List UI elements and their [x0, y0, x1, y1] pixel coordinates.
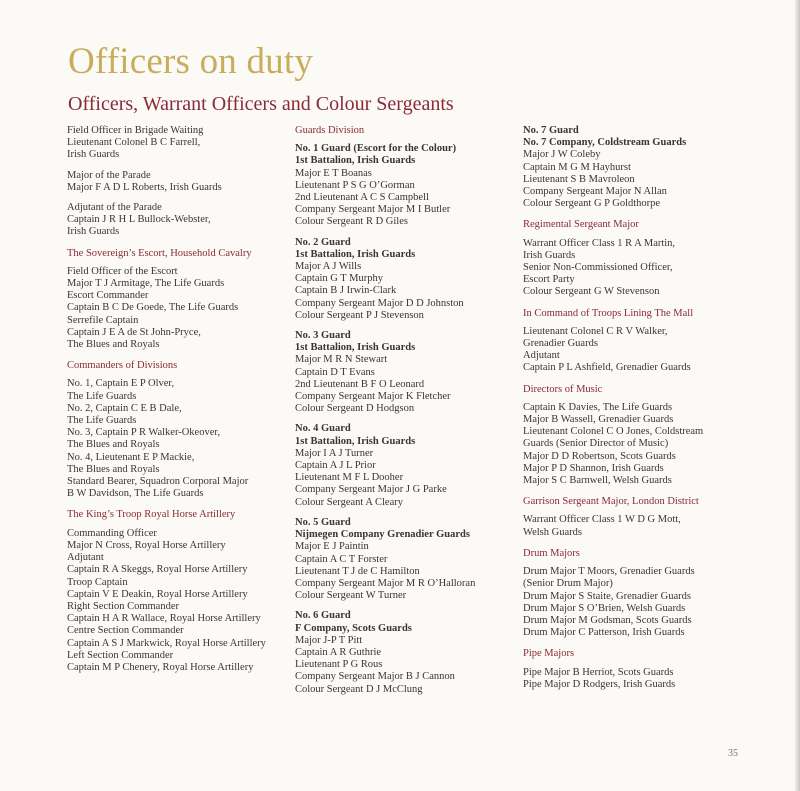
text-line: Company Sergeant Major M I Butler	[295, 204, 451, 216]
text-line: Drum Major S O’Brien, Welsh Guards	[523, 602, 686, 614]
text-line: Drum Major S Staite, Grenadier Guards	[523, 590, 691, 602]
text-line: Major T J Armitage, The Life Guards	[67, 278, 225, 290]
text-line: Captain M G M Hayhurst	[523, 161, 631, 173]
text-line: Major E J Paintin	[295, 541, 369, 553]
text-line: Major M R N Stewart	[295, 354, 388, 366]
text-line: Colour Sergeant A Cleary	[295, 496, 403, 508]
page-subtitle: Officers, Warrant Officers and Colour Sergeants	[68, 93, 454, 115]
text-line: Lieutenant S B Mavroleon	[523, 173, 635, 185]
text-line: Captain A J L Prior	[295, 460, 376, 472]
unit-heading-line: 1st Battalion, Irish Guards	[295, 248, 416, 260]
text-line: Irish Guards	[523, 249, 576, 261]
unit-heading-line: No. 2 Guard	[295, 236, 351, 248]
text-line: Captain H A R Wallace, Royal Horse Artillery	[67, 613, 261, 625]
section-heading: Garrison Sergeant Major, London District	[523, 496, 699, 508]
text-line: Captain R A Skeggs, Royal Horse Artillery	[67, 564, 248, 576]
unit-heading-line: No. 7 Guard	[523, 125, 579, 136]
text-line: Serrefile Captain	[67, 314, 139, 326]
text-line: Captain B C De Goede, The Life Guards	[67, 302, 239, 314]
text-line: Company Sergeant Major D D Johnston	[295, 297, 464, 309]
section-heading: Commanders of Divisions	[67, 360, 178, 372]
section-heading: The King’s Troop Royal Horse Artillery	[67, 509, 236, 521]
text-line: Field Officer in Brigade Waiting	[67, 125, 204, 136]
spacer	[67, 194, 282, 202]
text-line: No. 3, Captain P R Walker-Okeover,	[67, 427, 221, 439]
text-line: No. 4, Lieutenant E P Mackie,	[67, 451, 195, 463]
text-line: Commanding Officer	[67, 527, 157, 539]
text-line: Major A J Wills	[295, 261, 362, 273]
text-line: No. 1, Captain E P Olver,	[67, 378, 175, 390]
text-line: Colour Sergeant G W Stevenson	[523, 286, 660, 298]
text-line: The Life Guards	[67, 390, 137, 402]
text-line: Captain P L Ashfield, Grenadier Guards	[523, 362, 691, 374]
section-heading: Guards Division	[295, 125, 365, 136]
text-line: Adjutant	[67, 552, 104, 564]
text-line: Major D D Robertson, Scots Guards	[523, 450, 676, 462]
text-line: Colour Sergeant P J Stevenson	[295, 309, 424, 321]
unit-heading-line: No. 4 Guard	[295, 423, 351, 435]
text-line: Company Sergeant Major K Fletcher	[295, 391, 451, 403]
text-line: Major N Cross, Royal Horse Artillery	[67, 539, 226, 551]
text-line: Escort Commander	[67, 290, 149, 302]
text-line: Irish Guards	[67, 226, 120, 238]
text-line: Grenadier Guards	[523, 338, 598, 350]
text-line: Senior Non-Commissioned Officer,	[523, 262, 673, 274]
text-line: Captain A S J Markwick, Royal Horse Artillery	[67, 637, 266, 649]
text-line: No. 2, Captain C E B Dale,	[67, 402, 182, 414]
text-line: Guards (Senior Director of Music)	[523, 438, 669, 450]
section-heading: Drum Majors	[523, 547, 580, 559]
text-line: The Blues and Royals	[67, 339, 160, 351]
text-line: Colour Sergeant W Turner	[295, 590, 407, 602]
text-line: (Senior Drum Major)	[523, 578, 613, 590]
text-line: Adjutant	[523, 350, 560, 362]
text-line: Captain J R H L Bullock-Webster,	[67, 214, 211, 226]
text-line: Welsh Guards	[523, 526, 582, 538]
section-heading: Regimental Sergeant Major	[523, 219, 639, 231]
text-line: Standard Bearer, Squadron Corporal Major	[67, 476, 249, 488]
text-line: Escort Party	[523, 274, 575, 286]
unit-heading-line: No. 7 Company, Coldstream Guards	[523, 137, 687, 149]
spacer	[295, 229, 510, 237]
unit-heading-line: 1st Battalion, Irish Guards	[295, 342, 416, 354]
text-line: The Life Guards	[67, 415, 137, 427]
text-line: Major of the Parade	[67, 169, 151, 181]
text-line: Colour Sergeant R D Giles	[295, 216, 408, 228]
page-edge-shadow	[794, 0, 800, 791]
text-line: Irish Guards	[67, 149, 120, 161]
text-line: Major B Wassell, Grenadier Guards	[523, 414, 674, 426]
text-line: Drum Major M Godsman, Scots Guards	[523, 614, 692, 626]
unit-heading-line: No. 6 Guard	[295, 610, 351, 622]
text-line: Lieutenant M F L Dooher	[295, 472, 404, 484]
unit-heading-line: 1st Battalion, Irish Guards	[295, 435, 416, 447]
spacer	[295, 322, 510, 330]
unit-heading-line: Nijmegen Company Grenadier Guards	[295, 529, 470, 541]
text-line: Captain A R Guthrie	[295, 646, 382, 658]
text-line: Left Section Commander	[67, 649, 174, 661]
text-line: B W Davidson, The Life Guards	[67, 488, 204, 500]
text-line: Drum Major T Moors, Grenadier Guards	[523, 566, 695, 578]
spacer	[295, 509, 510, 517]
text-line: Captain K Davies, The Life Guards	[523, 401, 673, 413]
page-number: 35	[728, 748, 738, 759]
text-line: 2nd Lieutenant A C S Campbell	[295, 192, 429, 204]
text-line: Lieutenant Colonel B C Farrell,	[67, 137, 201, 149]
column-1	[67, 125, 282, 674]
section-heading: Pipe Majors	[523, 648, 575, 660]
text-line: Captain A C T Forster	[295, 553, 388, 565]
column-2	[295, 125, 510, 696]
text-line: Captain B J Irwin-Clark	[295, 285, 397, 297]
text-line: Lieutenant Colonel C O Jones, Coldstream	[523, 426, 704, 438]
text-line: 2nd Lieutenant B F O Leonard	[295, 378, 425, 390]
unit-heading-line: No. 5 Guard	[295, 516, 351, 528]
text-line: Drum Major C Patterson, Irish Guards	[523, 627, 685, 639]
spacer	[295, 602, 510, 610]
text-line: Major P D Shannon, Irish Guards	[523, 462, 664, 474]
text-line: Pipe Major D Rodgers, Irish Guards	[523, 678, 676, 690]
text-line: Captain V E Deakin, Royal Horse Artillery	[67, 588, 248, 600]
unit-heading-line: No. 1 Guard (Escort for the Colour)	[295, 143, 457, 155]
text-line: Major J-P T Pitt	[295, 634, 363, 646]
text-line: Lieutenant P S G O’Gorman	[295, 179, 415, 191]
spacer	[67, 162, 282, 170]
unit-heading-line: 1st Battalion, Irish Guards	[295, 155, 416, 167]
text-line: Major F A D L Roberts, Irish Guards	[67, 181, 222, 193]
unit-heading-line: No. 3 Guard	[295, 330, 351, 342]
text-line: The Blues and Royals	[67, 463, 160, 475]
text-line: Pipe Major B Herriot, Scots Guards	[523, 666, 674, 678]
text-line: Warrant Officer Class 1 R A Martin,	[523, 237, 676, 249]
spacer	[295, 415, 510, 423]
text-line: Major I A J Turner	[295, 447, 374, 459]
section-heading: The Sovereign’s Escort, Household Cavalry	[67, 247, 252, 259]
text-line: Captain G T Murphy	[295, 273, 383, 285]
text-line: Lieutenant P G Rous	[295, 659, 383, 671]
text-line: Company Sergeant Major M R O’Halloran	[295, 577, 476, 589]
text-line: Major E T Boanas	[295, 167, 372, 179]
text-line: Captain M P Chenery, Royal Horse Artillery	[67, 661, 254, 673]
text-line: Company Sergeant Major J G Parke	[295, 484, 447, 496]
text-line: Right Section Commander	[67, 600, 179, 612]
text-line: Colour Sergeant D Hodgson	[295, 403, 415, 415]
text-line: Captain D T Evans	[295, 366, 375, 378]
text-line: Lieutenant Colonel C R V Walker,	[523, 325, 668, 337]
column-3	[523, 125, 743, 691]
text-line: The Blues and Royals	[67, 439, 160, 451]
text-line: Major S C Barnwell, Welsh Guards	[523, 475, 672, 487]
section-heading: Directors of Music	[523, 383, 603, 395]
text-line: Captain J E A de St John-Pryce,	[67, 326, 201, 338]
section-heading: In Command of Troops Lining The Mall	[523, 307, 694, 319]
text-line: Warrant Officer Class 1 W D G Mott,	[523, 514, 681, 526]
text-line: Adjutant of the Parade	[67, 202, 162, 214]
text-line: Field Officer of the Escort	[67, 265, 178, 277]
text-line: Major J W Coleby	[523, 149, 601, 161]
text-line: Company Sergeant Major N Allan	[523, 186, 667, 198]
text-line: Company Sergeant Major B J Cannon	[295, 671, 455, 683]
text-line: Lieutenant T J de C Hamilton	[295, 565, 420, 577]
text-line: Centre Section Commander	[67, 625, 184, 637]
text-line: Troop Captain	[67, 576, 128, 588]
text-line: Colour Sergeant G P Goldthorpe	[523, 198, 661, 210]
unit-heading-line: F Company, Scots Guards	[295, 622, 412, 634]
page-title: Officers on duty	[68, 41, 314, 82]
text-line: Colour Sergeant D J McClung	[295, 683, 423, 695]
